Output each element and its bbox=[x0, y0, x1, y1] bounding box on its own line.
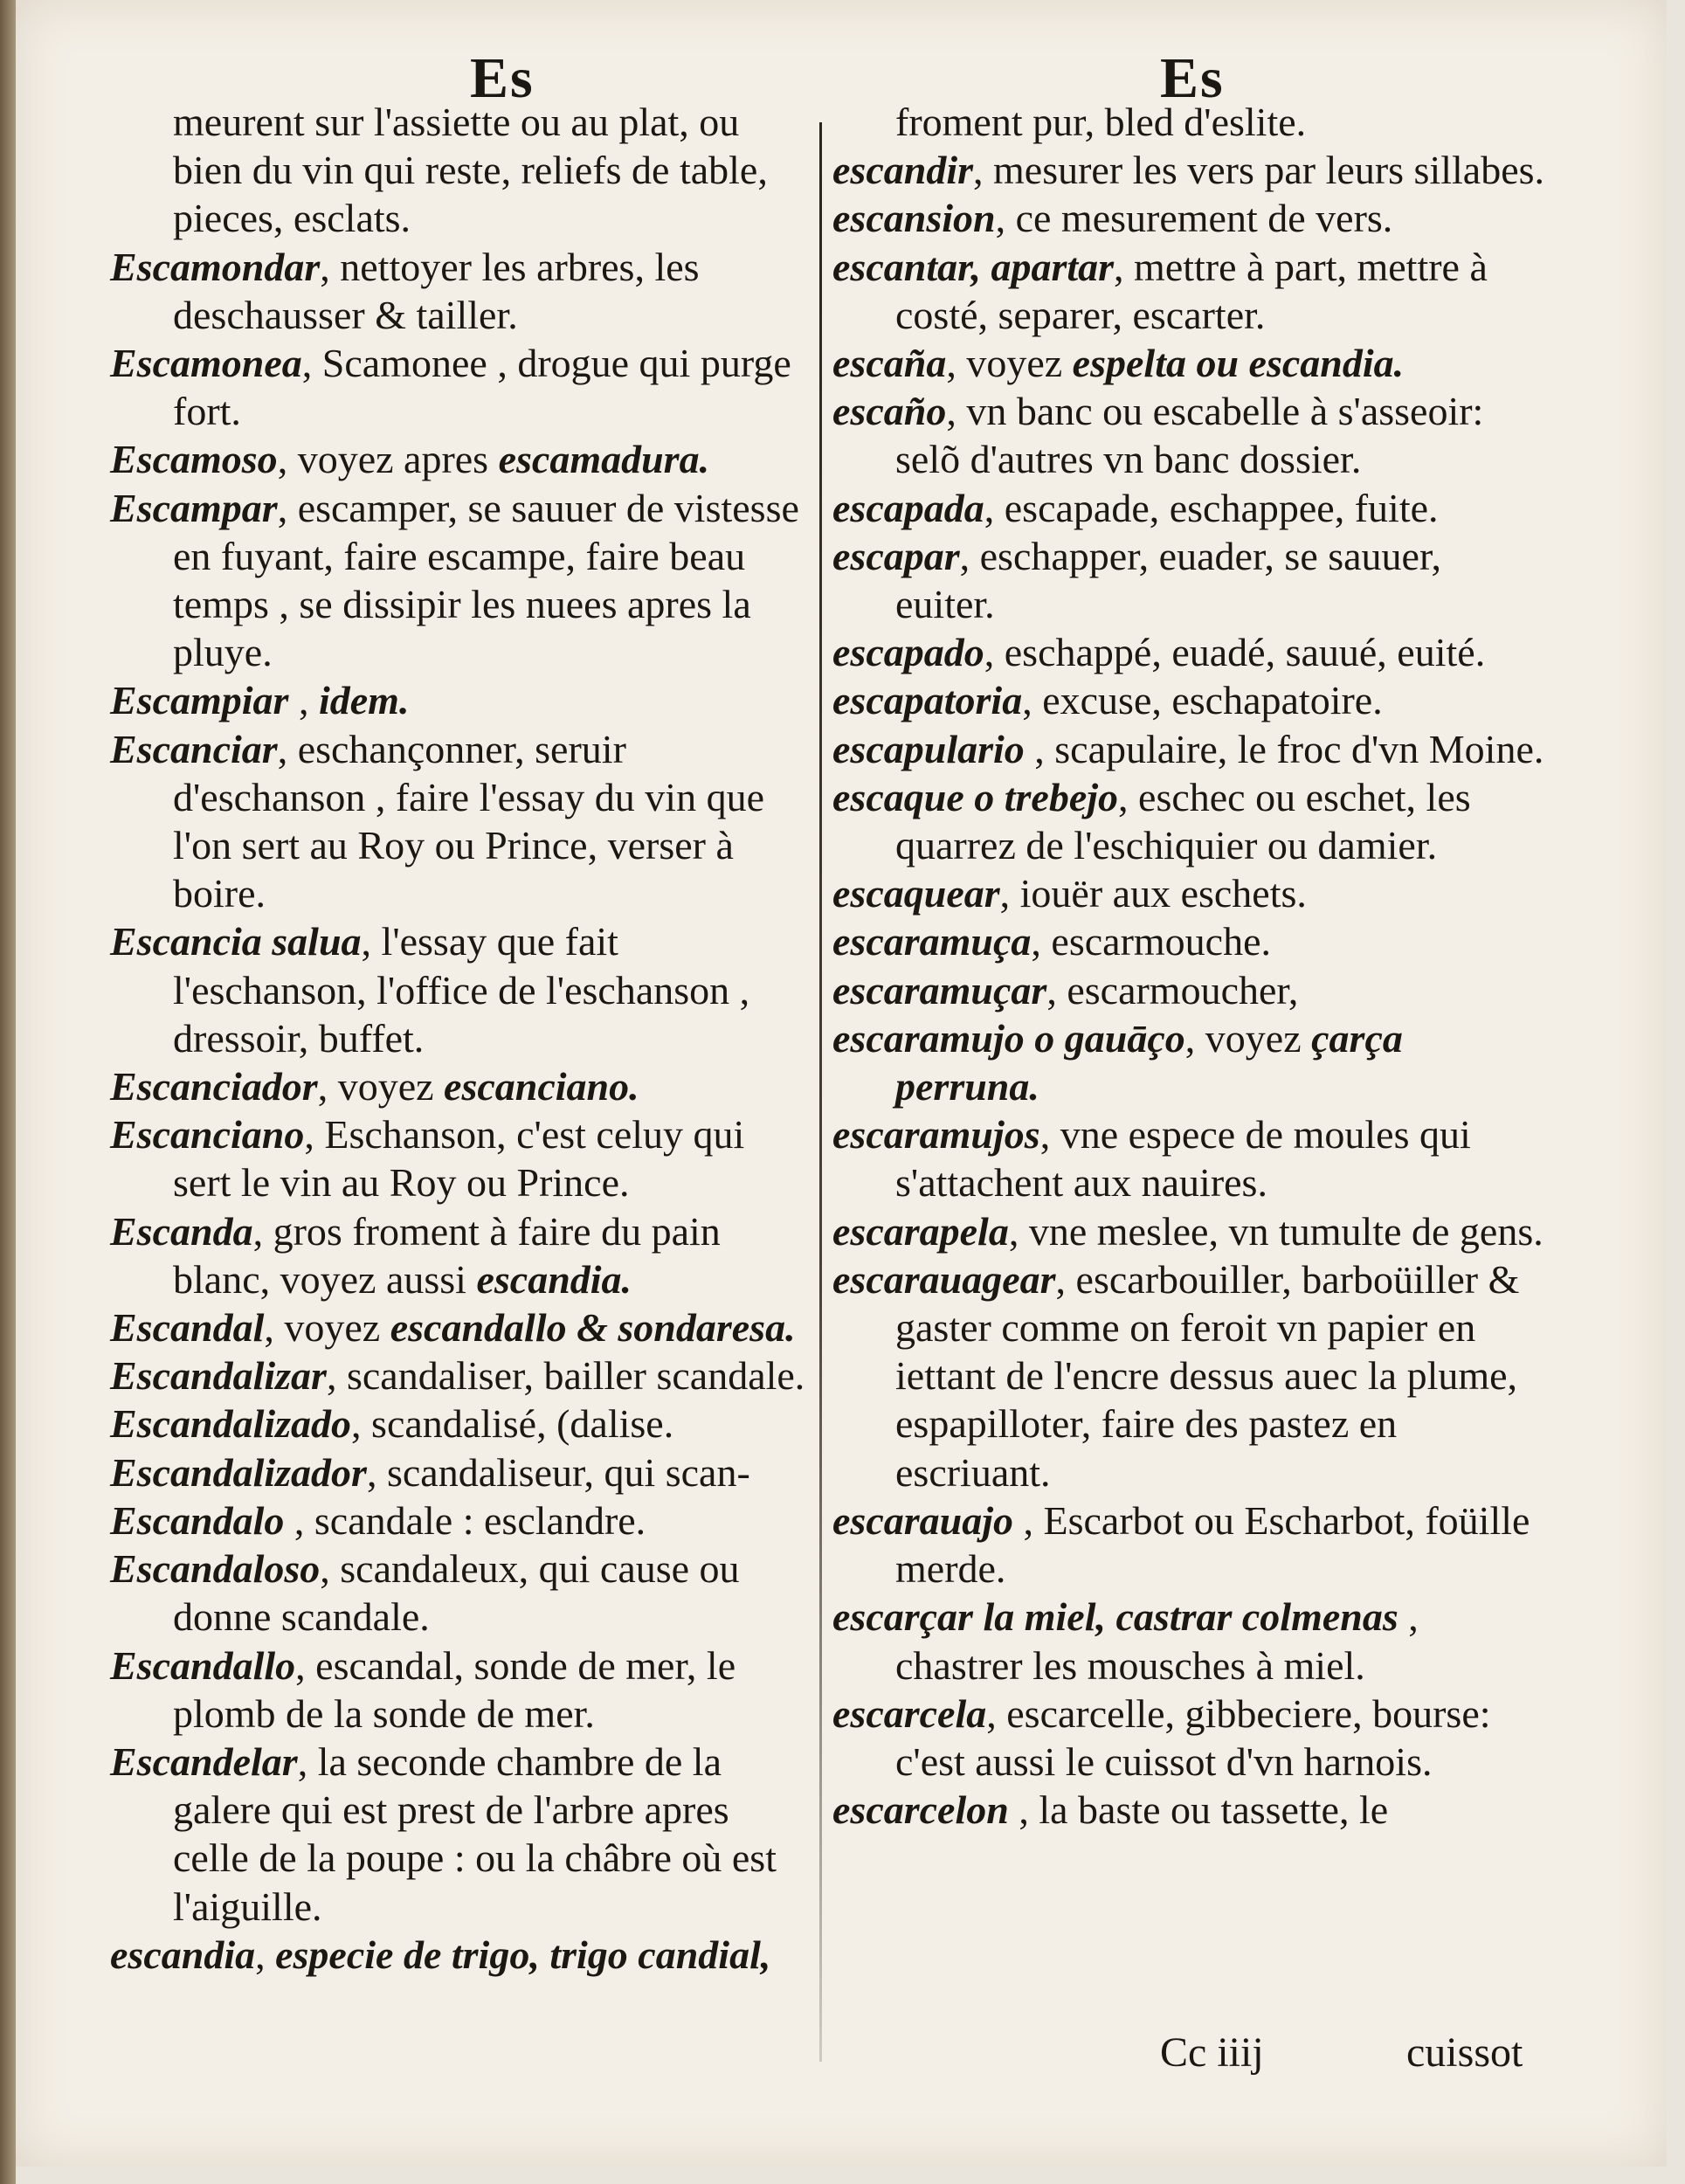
book-spine-edge bbox=[0, 0, 16, 2184]
dictionary-entry bbox=[110, 676, 809, 724]
entry-definition: , eschançonner, seruir d'eschanson , faire l'essay du vin que l'on sert au Roy ou Prince, verser à boire. bbox=[173, 726, 764, 916]
entry-definition: , escapade, eschappee, fuite. bbox=[984, 485, 1439, 530]
dictionary-entry bbox=[110, 1496, 809, 1545]
dictionary-entry bbox=[110, 435, 809, 483]
dictionary-entry bbox=[832, 98, 1547, 146]
entry-definition: , voyez bbox=[1184, 1015, 1312, 1061]
entry-headword: Escamondar bbox=[110, 244, 321, 289]
dictionary-entry bbox=[832, 1786, 1547, 1834]
dictionary-entry bbox=[110, 1207, 809, 1303]
dictionary-entry bbox=[110, 917, 809, 1062]
entry-definition: , gros froment à faire du pain blanc, voyez aussi bbox=[173, 1208, 721, 1302]
dictionary-entry bbox=[832, 339, 1547, 387]
dictionary-entry bbox=[832, 628, 1547, 676]
entry-headword: escapar bbox=[832, 533, 960, 578]
dictionary-entry bbox=[832, 676, 1547, 724]
entry-definition: , la baste ou tassette, le bbox=[1008, 1787, 1389, 1833]
entry-definition: , vne espece de moules qui s'attachent aux nauires. bbox=[895, 1112, 1471, 1206]
dictionary-entry bbox=[110, 98, 809, 243]
dictionary-entry bbox=[832, 966, 1547, 1014]
dictionary-entry bbox=[832, 146, 1547, 194]
entry-definition: , voyez bbox=[317, 1064, 445, 1109]
entry-headword: Escandalizado bbox=[110, 1401, 352, 1447]
entry-headword: escandir bbox=[832, 148, 973, 193]
dictionary-entry bbox=[110, 1400, 809, 1448]
entry-definition: meurent sur l'assiette ou au plat, ou bien du vin qui reste, reliefs de table, pieces, esclats. bbox=[173, 100, 768, 241]
entry-definition: , escarcelle, gibbeciere, bourse: c'est aussi le cuissot d'vn harnois. bbox=[895, 1690, 1491, 1784]
dictionary-entry bbox=[832, 1207, 1547, 1255]
entry-headword: escarcela bbox=[832, 1690, 987, 1736]
entry-headword: Escandaloso bbox=[110, 1546, 321, 1592]
entry-definition: , bbox=[255, 1932, 276, 1977]
entry-definition: , scandaliser, bailler scandale. bbox=[326, 1353, 805, 1399]
entry-definition: , scandalisé, (dalise. bbox=[351, 1401, 674, 1447]
dictionary-entry bbox=[832, 917, 1547, 965]
entry-headword: Escandal bbox=[110, 1305, 265, 1351]
entry-headword: escarçar la miel, castrar colmenas bbox=[832, 1594, 1398, 1640]
running-head-right: Es bbox=[1160, 46, 1225, 110]
entry-headword: escarcelon bbox=[832, 1787, 1009, 1833]
entry-headword: Escanciano bbox=[110, 1112, 305, 1158]
dictionary-entry bbox=[832, 773, 1547, 869]
entry-headword: escarauajo bbox=[832, 1497, 1013, 1543]
entry-headword: escapatoria bbox=[832, 678, 1023, 723]
entry-definition: , ce mesurement de vers. bbox=[995, 196, 1393, 241]
dictionary-entry bbox=[110, 1641, 809, 1738]
dictionary-entry bbox=[832, 194, 1547, 242]
entry-cross-reference: escandia. bbox=[476, 1256, 632, 1302]
entry-definition: , vn banc ou escabelle à s'asseoir: selõ d'autres vn banc dossier. bbox=[895, 389, 1484, 482]
entry-headword: Escamoso bbox=[110, 437, 278, 482]
entry-definition: , scandaleux, qui cause ou donne scandale. bbox=[173, 1546, 740, 1640]
entry-definition: , escamper, se sauuer de vistesse en fuyant, faire escampe, faire beau temps , se dissipir les nuees apres la pluye. bbox=[173, 485, 799, 675]
entry-cross-reference: escandallo & sondaresa. bbox=[390, 1305, 796, 1351]
entry-definition: , vne meslee, vn tumulte de gens. bbox=[1008, 1208, 1543, 1254]
entry-headword: escapulario bbox=[832, 726, 1025, 771]
entry-definition: , excuse, eschapatoire. bbox=[1022, 678, 1383, 723]
entry-headword: escaña bbox=[832, 341, 947, 386]
entry-headword: escapada bbox=[832, 485, 984, 530]
dictionary-entry bbox=[832, 1014, 1547, 1110]
dictionary-entry bbox=[110, 1062, 809, 1110]
signature-mark: Cc iiij bbox=[1160, 2029, 1264, 2076]
entry-cross-reference: escanciano. bbox=[444, 1064, 639, 1109]
dictionary-entry bbox=[110, 1931, 809, 1979]
dictionary-entry bbox=[110, 1545, 809, 1641]
dictionary-entry bbox=[832, 869, 1547, 917]
entry-definition: , nettoyer les arbres, les deschausser & tailler. bbox=[173, 244, 700, 337]
entry-headword: Escanciador bbox=[110, 1064, 318, 1109]
dictionary-entry bbox=[110, 725, 809, 918]
dictionary-entry bbox=[110, 243, 809, 339]
entry-definition: , escarbouiller, barboüiller & gaster comme on feroit vn papier en iettant de l'encre dessus auec la plume, espapilloter, faire des pastez en escriuant. bbox=[895, 1256, 1520, 1495]
entry-definition: , iouër aux eschets. bbox=[999, 871, 1307, 916]
entry-headword: escaño bbox=[832, 389, 947, 434]
entry-cross-reference: especie de trigo, trigo candial, bbox=[275, 1932, 771, 1977]
entry-headword: Escampiar bbox=[110, 678, 289, 723]
left-column bbox=[110, 98, 809, 1979]
entry-definition: , eschappé, euadé, sauué, euité. bbox=[984, 630, 1486, 675]
entry-headword: Escandalo bbox=[110, 1497, 285, 1543]
entry-headword: Escanciar bbox=[110, 726, 278, 771]
dictionary-entry bbox=[832, 484, 1547, 532]
running-head-left: Es bbox=[470, 46, 535, 110]
entry-headword: Escamonea bbox=[110, 341, 302, 386]
entry-definition: , voyez apres bbox=[277, 437, 499, 482]
entry-headword: escarapela bbox=[832, 1208, 1009, 1254]
entry-definition: , scandaliseur, qui scan- bbox=[366, 1449, 750, 1495]
dictionary-entry bbox=[110, 1448, 809, 1496]
dictionary-entry bbox=[110, 1738, 809, 1931]
entry-definition: , Eschanson, c'est celuy qui sert le vin au Roy ou Prince. bbox=[173, 1112, 745, 1206]
column-rule bbox=[819, 122, 822, 2062]
dictionary-entry bbox=[832, 1110, 1547, 1206]
dictionary-entry bbox=[110, 1351, 809, 1400]
dictionary-entry bbox=[110, 1303, 809, 1351]
entry-cross-reference: idem. bbox=[318, 678, 410, 723]
entry-headword: Escandalizador bbox=[110, 1449, 367, 1495]
right-column bbox=[832, 98, 1547, 1834]
dictionary-entry bbox=[110, 339, 809, 435]
entry-definition: , escarmoucher, bbox=[1046, 967, 1299, 1013]
entry-definition: , escandal, sonde de mer, le plomb de la sonde de mer. bbox=[173, 1642, 736, 1736]
dictionary-entry bbox=[832, 725, 1547, 773]
dictionary-entry bbox=[832, 1496, 1547, 1593]
entry-definition: , Escarbot ou Escharbot, foüille merde. bbox=[895, 1497, 1530, 1592]
catchword: cuissot bbox=[1406, 2029, 1523, 2076]
entry-headword: escarauagear bbox=[832, 1256, 1056, 1302]
entry-definition: froment pur, bled d'eslite. bbox=[895, 100, 1307, 144]
dictionary-entry bbox=[832, 387, 1547, 483]
dictionary-entry bbox=[832, 1690, 1547, 1786]
entry-headword: escapado bbox=[832, 630, 984, 675]
entry-definition: , bbox=[288, 678, 319, 723]
dictionary-entry bbox=[832, 1593, 1547, 1689]
entry-definition: , mettre à part, mettre à costé, separer, escarter. bbox=[895, 244, 1488, 337]
entry-definition: , la seconde chambre de la galere qui est prest de l'arbre apres celle de la poupe : ou la châbre où est l'aiguille. bbox=[173, 1738, 777, 1929]
entry-cross-reference: escamadura. bbox=[498, 437, 710, 482]
dictionary-entry bbox=[832, 532, 1547, 628]
entry-headword: escantar, apartar bbox=[832, 244, 1115, 289]
entry-definition: , Scamonee , drogue qui purge fort. bbox=[173, 341, 791, 434]
entry-cross-reference: espelta ou escandia. bbox=[1072, 341, 1405, 386]
entry-definition: , mesurer les vers par leurs sillabes. bbox=[973, 148, 1545, 193]
entry-definition: , scandale : esclandre. bbox=[284, 1497, 646, 1543]
dictionary-entry bbox=[832, 243, 1547, 339]
entry-headword: escansion bbox=[832, 196, 996, 241]
entry-definition: , l'essay que fait l'eschanson, l'office de l'eschanson , dressoir, buffet. bbox=[173, 919, 750, 1061]
entry-headword: escaque o trebejo bbox=[832, 774, 1119, 819]
entry-headword: Escandallo bbox=[110, 1642, 296, 1688]
entry-definition: , escarmouche. bbox=[1031, 919, 1272, 964]
entry-definition: , scapulaire, le froc d'vn Moine. bbox=[1024, 726, 1544, 771]
entry-headword: Escampar bbox=[110, 485, 278, 530]
entry-headword: escaramuçar bbox=[832, 967, 1047, 1013]
entry-definition: , voyez bbox=[946, 341, 1073, 386]
entry-headword: escaramujo o gauāço bbox=[832, 1015, 1185, 1061]
dictionary-page bbox=[16, 0, 1667, 2167]
entry-definition: , eschapper, euader, se sauuer, euiter. bbox=[895, 533, 1441, 627]
entry-headword: Escandelar bbox=[110, 1738, 298, 1784]
entry-headword: escaramuça bbox=[832, 919, 1032, 964]
entry-headword: escandia bbox=[110, 1932, 256, 1977]
entry-headword: Escancia salua bbox=[110, 919, 362, 964]
entry-headword: escaramujos bbox=[832, 1112, 1040, 1158]
entry-headword: Escandalizar bbox=[110, 1353, 327, 1399]
entry-headword: Escanda bbox=[110, 1208, 253, 1254]
entry-headword: escaquear bbox=[832, 871, 1000, 916]
dictionary-entry bbox=[832, 1255, 1547, 1496]
entry-cross-reference: çarça perruna. bbox=[895, 1015, 1403, 1109]
entry-definition: , eschec ou eschet, les quarrez de l'eschiquier ou damier. bbox=[895, 774, 1471, 868]
entry-definition: , chastrer les mousches à miel. bbox=[895, 1594, 1419, 1688]
dictionary-entry bbox=[110, 484, 809, 677]
entry-definition: , voyez bbox=[264, 1305, 390, 1351]
dictionary-entry bbox=[110, 1110, 809, 1206]
